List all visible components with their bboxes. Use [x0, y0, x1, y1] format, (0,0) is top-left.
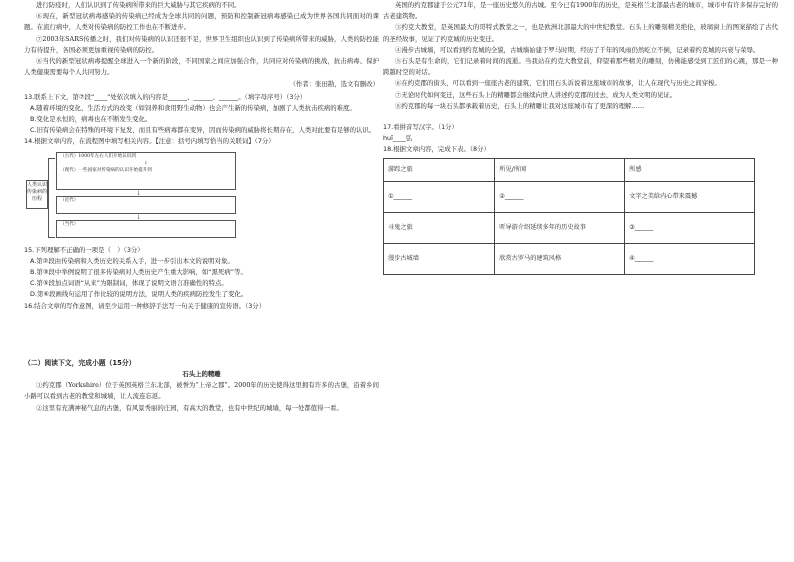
table-header: 所感 — [625, 158, 755, 181]
option-15a: A.第②段由传染病和人类历史的关系入手，进一步引出本文的说明对象。 — [30, 256, 234, 265]
option-13b: B.变化是永恒的，病毒也在不断发生变化。 — [30, 115, 152, 124]
option-15b: B.第③段中举例说明了很多传染病对人类历史产生重大影响，如“黑死病”等。 — [30, 268, 247, 277]
passage-title: 石头上的精雕 — [182, 370, 221, 379]
flowchart-box-4 — [56, 220, 236, 238]
table-cell: 漫步古城墙 — [384, 243, 495, 274]
reading-paragraph-8: ⑧约克郡的每一块石头都承载着历史，石头上的精雕让我对这座城市有了更深的理解…… — [395, 101, 645, 110]
question-16: 16.结合文章的写作意图，请至少运用一种修辞手法写一句关于健康的宣传语。（3分） — [24, 301, 266, 310]
option-13a: A.随着环境的变化、生活方式的改变（如饲养和食用野生动物）也会产生新的传染病，加剧了人类抗击疾病的难度。 — [30, 103, 356, 112]
right-column — [383, 0, 778, 275]
table-cell: 听导游介绍延续多年的历史故事 — [495, 212, 625, 243]
table-cell[interactable]: ①______ — [384, 181, 495, 212]
table-cell[interactable]: ②______ — [495, 181, 625, 212]
reading-paragraph-4: ④漫步古城墙，可以看到约克城的全貌，古城墙始建于罗马时期，经历了千年的风雨仍然屹立不倒，记录着约克城的兴衰与荣辱。 — [395, 45, 760, 54]
left-column — [24, 0, 379, 414]
flowchart-side-label: 人类认识传染病的历程 — [26, 180, 48, 209]
question-15: 15.下列理解不正确的一项是（ ）（3分） — [24, 245, 144, 254]
reading-paragraph: 英国的约克郡建于公元71年，是一座历史悠久的古城。至今已有1900年的历史，是英格兰北部最古老的城市，城市中有许多保存完好的古老建筑物。 — [383, 1, 778, 21]
flowchart-box-2-text: （现代）一些国家对传染病的认识开始提升到 — [60, 167, 152, 173]
table-cell: 欣赏古罗马的建筑风格 — [495, 243, 625, 274]
reading-paragraph-5: ⑤石头是有生命的，它们记录着时间的流逝。当我站在约克大教堂前，仰望着那些精美的雕刻，仿佛能感受到工匠们的心跳，那是一种跨越时空的对话。 — [383, 57, 778, 77]
flowchart-box-1 — [56, 152, 236, 190]
flowchart-box-4-text: （当代） — [60, 221, 79, 227]
table-cell: 寻鬼之旅 — [384, 212, 495, 243]
table-header: 所见/所闻 — [495, 158, 625, 181]
reading-paragraph-3: ③约克大教堂，是英国最大的哥特式教堂之一，也是欧洲北部最大的中世纪教堂。石头上的雕刻精美绝伦，玻璃窗上的图案描绘了古代的圣经故事，见证了约克城的历史变迁。 — [383, 23, 778, 43]
down-arrow-icon: ↓ — [136, 189, 142, 197]
option-15d: D.第⑥段画线句运用了作比较的说明方法，说明人类的疾病防控发生了变化。 — [30, 290, 248, 299]
table-header: 游踪之旅 — [384, 158, 495, 181]
answer-space — [24, 312, 379, 358]
question-17-item: huī____弘 — [383, 134, 413, 143]
paragraph-7: ⑦2003年SARS传播之时，我们对传染病的认识还很不足，世界卫生组织也认识到了传染病所带来的威胁，人类的防控能力有待提升，各国必须更加重视传染病的防控。 — [24, 34, 379, 54]
down-arrow-icon: ↓ — [136, 213, 142, 221]
table-row — [384, 243, 755, 274]
section-heading: （二）阅读下文，完成小题（15分） — [24, 358, 136, 367]
reading-paragraph-6: ⑥在约克郡的街头，可以看到一座座古老的建筑，它们用石头诉说着这座城市的故事，让人在现代与历史之间穿梭。 — [395, 79, 721, 88]
table-cell[interactable]: ③______ — [625, 212, 755, 243]
table-cell: 文字之美给内心带来震撼 — [625, 181, 755, 212]
question-17: 17.看拼音写汉字。（1分） — [383, 123, 458, 132]
table-cell[interactable]: ④______ — [625, 243, 755, 274]
question-13: 13.联系上下文，第⑦段“____”处依次填入的内容是______、______、______。（填字母序号）（3分） — [24, 92, 307, 101]
flowchart-box-3 — [56, 196, 236, 214]
flowchart-bracket — [48, 158, 55, 238]
reading-paragraph-1: ①约克郡（Yorkshire）位于英国英格兰东北部，被誉为“上帝之郡”。2000年的历史使得这里拥有许多的古堡，沿着乡间小路可以看到古老的教堂和城墙，让人流连忘返。 — [24, 381, 379, 401]
option-13c: C.旧有传染病会在特殊的环境下复发，而且有些病毒都在变异，因而传染病的威胁将长期存在，人类对此要有足够的认识。 — [30, 126, 376, 135]
table-row — [384, 181, 755, 212]
author-note: （作者：张田勘，选文有删改） — [289, 80, 379, 89]
question-14: 14.根据文章内容，在流程图中填写相关内容。【注意：括号内填写恰当的关联词】（7分） — [24, 137, 275, 146]
reading-paragraph-2: ②这里有充满神秘气息的古堡，有风景秀丽的庄园，有高大的教堂，也有中世纪的城墙，每一处都值得一看。 — [36, 403, 343, 412]
paragraph-8: ⑧当代的新型冠状病毒提醒全球进入一个新的阶段，不同国家之间应加强合作，共同应对传染病的挑战，抗击病毒、保护人类健康需要每个人共同努力。 — [24, 57, 379, 77]
reading-paragraph-7: ⑦无论时代如何变迁，这些石头上的精雕都会继续向世人讲述约克郡的过去，成为人类文明的见证。 — [395, 90, 677, 99]
paragraph: 进行防疫时，人们认识到了传染病所带来的巨大威胁与其它疾病的不同。 — [36, 1, 241, 9]
table-header-row — [384, 158, 755, 181]
option-15c: C.第⑤段加点词语“从来”为限制词，体现了说明文语言准确性的特点。 — [30, 279, 228, 288]
flowchart-box-1-text: （古代）1000年左右人们开始认识到 — [60, 153, 137, 159]
flowchart-box-3-text: （近代） — [60, 197, 79, 203]
question-18: 18.根据文章内容，完成下表。（8分） — [383, 145, 490, 154]
flowchart — [24, 150, 379, 242]
table-row — [384, 212, 755, 243]
down-arrow-icon: ↓ — [144, 160, 148, 166]
answer-table — [383, 158, 755, 275]
paragraph-6: ⑥现在，新型冠状病毒感染的传染病已经成为全球共同的问题，预防和控制新冠病毒感染已成为世界各国共同面对的课题。在流行病中，人类对传染病的防控工作也在不断进步。 — [24, 12, 379, 32]
